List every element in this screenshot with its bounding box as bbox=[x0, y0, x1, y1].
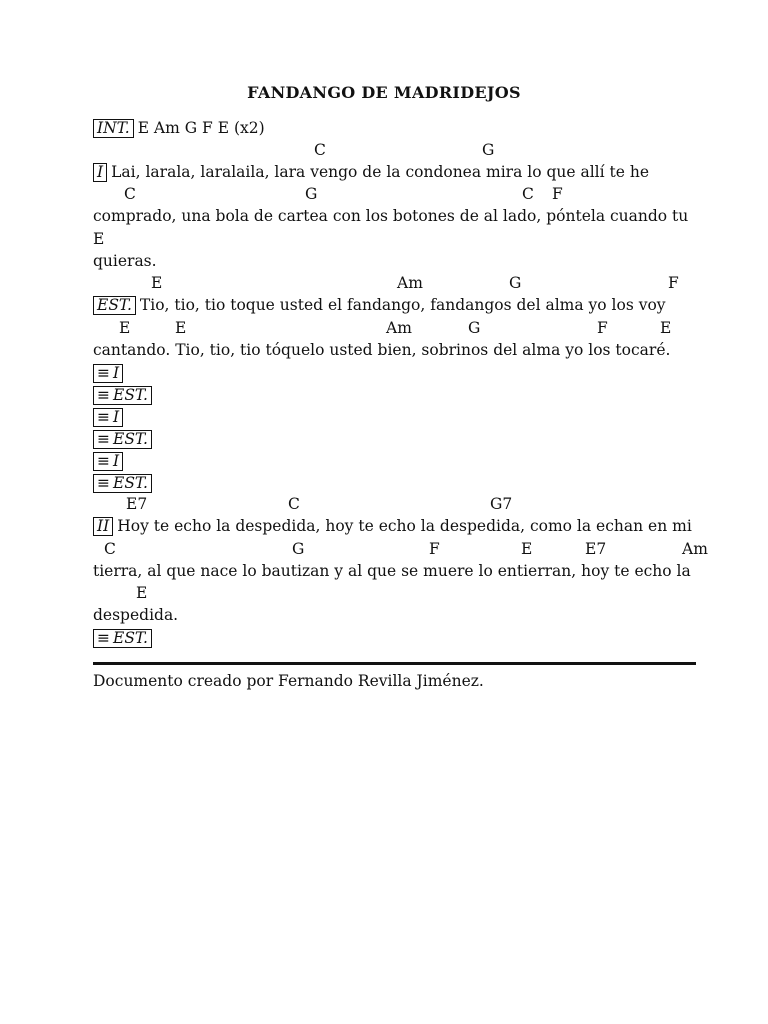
intro-chords: E Am G F E (x2) bbox=[137, 119, 265, 137]
equiv-icon: ≡ bbox=[97, 386, 110, 404]
chord: G bbox=[468, 319, 481, 337]
equiv-icon: ≡ bbox=[97, 629, 110, 647]
chorus-tag: EST. bbox=[93, 296, 136, 315]
lyric-line bbox=[93, 162, 649, 182]
repeat-tag bbox=[93, 364, 123, 383]
repeat-tag bbox=[93, 430, 152, 449]
repeat-tag bbox=[93, 474, 152, 493]
lyric-line: comprado, una bola de cartea con los botones de al lado, póntela cuando tu bbox=[93, 207, 689, 225]
chord: G bbox=[292, 540, 305, 558]
chord: E bbox=[521, 540, 533, 558]
lyric-text: Hoy te echo la despedida, hoy te echo la despedida, como la echan en mi bbox=[117, 517, 692, 535]
lyric-line: quieras. bbox=[93, 252, 157, 270]
lyric-line: despedida. bbox=[93, 606, 179, 624]
chord: C bbox=[314, 141, 326, 159]
lyric-line bbox=[93, 516, 692, 536]
chord: E bbox=[93, 230, 105, 248]
equiv-icon: ≡ bbox=[97, 408, 110, 426]
repeat-label: EST. bbox=[113, 386, 148, 404]
chord: E7 bbox=[585, 540, 607, 558]
equiv-icon: ≡ bbox=[97, 364, 110, 382]
song-title: FANDANGO DE MADRIDEJOS bbox=[247, 83, 521, 102]
equiv-icon: ≡ bbox=[97, 452, 110, 470]
repeat-tag bbox=[93, 386, 152, 405]
repeat-line bbox=[93, 363, 127, 383]
repeat-tag bbox=[93, 452, 123, 471]
repeat-line bbox=[93, 429, 156, 449]
chord: E7 bbox=[126, 495, 148, 513]
chord: E bbox=[151, 274, 163, 292]
repeat-line bbox=[93, 451, 127, 471]
chord: F bbox=[597, 319, 608, 337]
repeat-line bbox=[93, 628, 156, 648]
chord: G bbox=[509, 274, 522, 292]
chord: Am bbox=[682, 540, 708, 558]
chord: E bbox=[660, 319, 672, 337]
chord: C bbox=[124, 185, 136, 203]
horizontal-rule bbox=[93, 662, 696, 665]
footer-credit: Documento creado por Fernando Revilla Jiménez. bbox=[93, 672, 484, 690]
chord: G bbox=[482, 141, 495, 159]
lyric-text: Tio, tio, tio toque usted el fandango, fandangos del alma yo los voy bbox=[139, 296, 666, 314]
lyric-text: Lai, larala, laralaila, lara vengo de la condonea mira lo que allí te he bbox=[111, 163, 649, 181]
repeat-label: I bbox=[113, 452, 120, 470]
lyric-line: cantando. Tio, tio, tio tóquelo usted bien, sobrinos del alma yo los tocaré. bbox=[93, 341, 671, 359]
lyric-line bbox=[93, 295, 666, 315]
chord: F bbox=[552, 185, 563, 203]
equiv-icon: ≡ bbox=[97, 430, 110, 448]
repeat-line bbox=[93, 385, 156, 405]
chord: F bbox=[668, 274, 679, 292]
chord: C bbox=[522, 185, 534, 203]
chord: E bbox=[175, 319, 187, 337]
chord: E bbox=[119, 319, 131, 337]
chord: Am bbox=[397, 274, 423, 292]
chord: F bbox=[429, 540, 440, 558]
chord: G bbox=[305, 185, 318, 203]
repeat-tag bbox=[93, 629, 152, 648]
lyric-line: tierra, al que nace lo bautizan y al que se muere lo entierran, hoy te echo la bbox=[93, 562, 691, 580]
chord: G7 bbox=[490, 495, 513, 513]
chord: C bbox=[104, 540, 116, 558]
intro-tag: INT. bbox=[93, 119, 134, 138]
verse-tag: II bbox=[93, 517, 113, 536]
chord: C bbox=[288, 495, 300, 513]
equiv-icon: ≡ bbox=[97, 474, 110, 492]
repeat-label: I bbox=[113, 408, 120, 426]
repeat-label: I bbox=[113, 364, 120, 382]
verse-tag: I bbox=[93, 163, 107, 182]
repeat-label: EST. bbox=[113, 474, 148, 492]
repeat-tag bbox=[93, 408, 123, 427]
chord: E bbox=[136, 584, 148, 602]
repeat-label: EST. bbox=[113, 629, 148, 647]
chord: Am bbox=[386, 319, 412, 337]
intro-line bbox=[93, 118, 265, 138]
repeat-label: EST. bbox=[113, 430, 148, 448]
repeat-line bbox=[93, 473, 156, 493]
repeat-line bbox=[93, 407, 127, 427]
